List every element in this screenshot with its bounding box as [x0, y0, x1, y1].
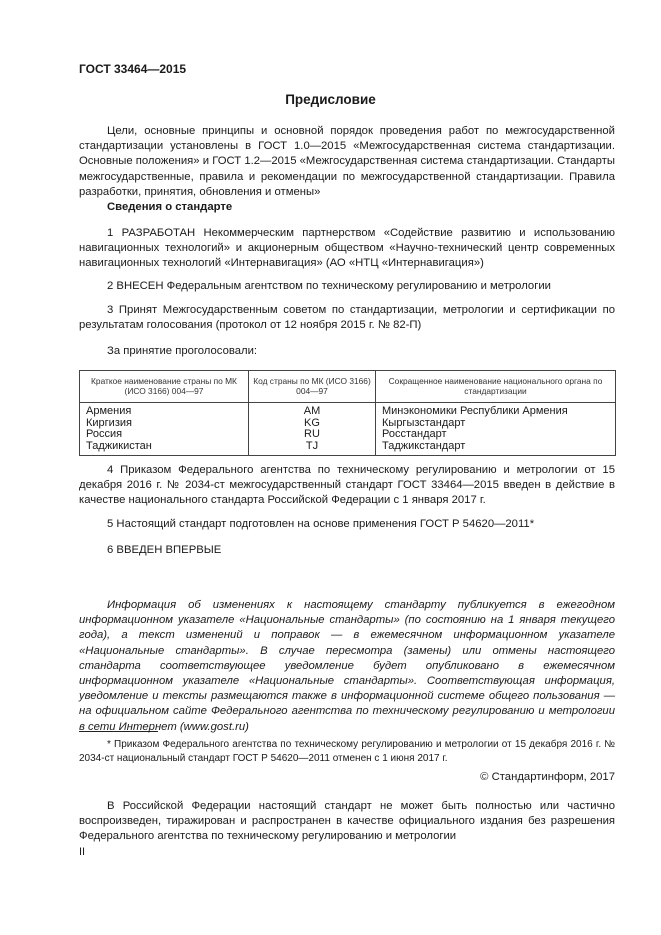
column-header-code: Код страны по МК (ИСО 3166) 004—97 — [249, 371, 376, 403]
changes-info-paragraph: Информация об изменениях к настоящему стандарту публикуется в ежегодном информационном указателе «Национальные стандарты» (по состоянию на 1 января текущего года), а текст изменений и поправок — в ежемесячном информационном указателе «Национальные стандарты». В случае пересмотра (замены) или отмены настоящего стандарта соответствующее уведомление будет опубликовано в ежемесячном информационном указателе «Национальные стандарты». Соответствующая информация, уведомление и тексты размещаются также в информационной системе общего пользования — на официальном сайте Федерального агентства по техническому регулированию и метрологии в сети Интернет (www.gost.ru) — [79, 599, 615, 733]
body-cell: Таджикстандарт — [376, 441, 616, 456]
page-title: Предисловие — [285, 92, 376, 107]
body-cell: Росстандарт — [376, 429, 616, 441]
standard-info-heading: Сведения о стандарте — [107, 201, 233, 213]
column-header-body: Сокращенное наименование национального органа по стандартизации — [376, 371, 616, 403]
country-cell: Россия — [80, 429, 249, 441]
table-row — [80, 418, 616, 430]
body-cell: Кыргызстандарт — [376, 418, 616, 430]
copyright: © Стандартинформ, 2017 — [480, 771, 615, 783]
voting-table-header-row — [80, 371, 616, 403]
page-number: II — [79, 846, 86, 858]
document-code: ГОСТ 33464—2015 — [79, 62, 187, 76]
item-2-paragraph: 2 ВНЕСЕН Федеральным агентством по техническому регулированию и метрологии — [107, 280, 551, 292]
reproduction-notice: В Российской Федерации настоящий стандарт не может быть полностью или частично воспроизведен, тиражирован и распространен в качестве официального издания без разрешения Федерального агентства по техническому регулированию и метрологии — [79, 800, 615, 843]
code-cell: KG — [249, 418, 376, 430]
footnote: * Приказом Федерального агентства по техническому регулированию и метрологии от 15 декабря 2016 г. № 2034-ст национальный стандарт ГОСТ Р 54620—2011 отменен с 1 июня 2017 г. — [79, 739, 615, 764]
country-cell: Армения — [80, 403, 249, 418]
table-row — [80, 441, 616, 456]
voted-label: За принятие проголосовали: — [107, 345, 258, 357]
code-cell: RU — [249, 429, 376, 441]
table-row — [80, 403, 616, 418]
country-cell: Таджикистан — [80, 441, 249, 456]
table-row — [80, 429, 616, 441]
footnote-divider — [79, 731, 158, 732]
item-6-paragraph: 6 ВВЕДЕН ВПЕРВЫЕ — [107, 544, 222, 556]
voting-table — [79, 370, 616, 456]
item-5-paragraph: 5 Настоящий стандарт подготовлен на основе применения ГОСТ Р 54620—2011* — [107, 518, 535, 530]
item-3-paragraph: 3 Принят Межгосударственным советом по стандартизации, метрологии и сертификации по результатам голосования (протокол от 12 ноября 2015 г. № 82-П) — [79, 304, 615, 332]
code-cell: TJ — [249, 441, 376, 456]
column-header-country: Краткое наименование страны по МК (ИСО 3166) 004—97 — [80, 371, 249, 403]
country-cell: Киргизия — [80, 418, 249, 430]
intro-paragraph: Цели, основные принципы и основной порядок проведения работ по межгосударственной стандартизации установлены в ГОСТ 1.0—2015 «Межгосударственная система стандартизации. Основные положения» и ГОСТ 1.2—2015 «Межгосударственная система стандартизации. Стандарты межгосударственные, правила и рекомендации по межгосударственной стандартизации. Правила разработки, принятия, обновления и отмены» — [79, 125, 615, 198]
item-1-paragraph: 1 РАЗРАБОТАН Некоммерческим партнерством «Содействие развитию и использованию навигационных технологий» и акционерным обществом «Научно-технический центр современных навигационных технологий «Интернавигация» (АО «НТЦ «Интернавигация») — [79, 227, 615, 270]
code-cell: AM — [249, 403, 376, 418]
item-4-paragraph: 4 Приказом Федерального агентства по техническому регулированию и метрологии от 15 декабря 2016 г. № 2034-ст межгосударственный стандарт ГОСТ 33464—2015 введен в действие в качестве национального стандарта Российской Федерации с 1 января 2017 г. — [79, 464, 615, 507]
body-cell: Минэкономики Республики Армения — [376, 403, 616, 418]
